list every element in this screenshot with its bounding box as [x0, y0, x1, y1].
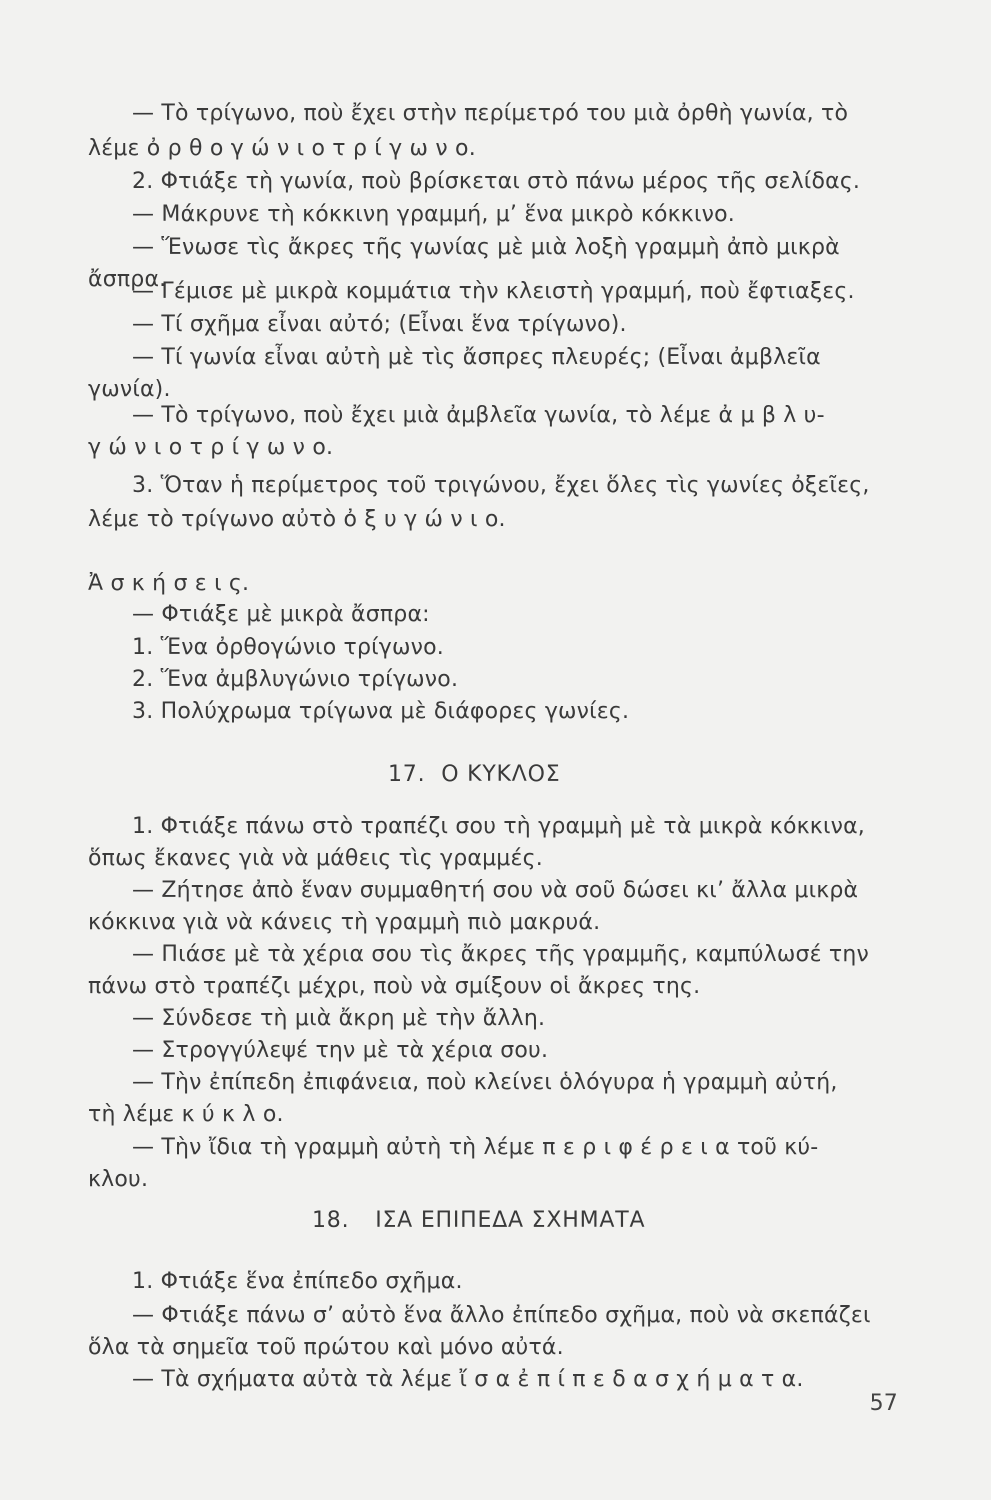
paragraph-line: — Ζήτησε ἀπὸ ἕναν συμμαθητή σου νὰ σοῦ δώσει κι’ ἄλλα μικρὰ [132, 878, 859, 903]
paragraph-line: — Στρογγύλεψέ την μὲ τὰ χέρια σου. [132, 1038, 549, 1063]
section-number: 18. [312, 1208, 350, 1233]
paragraph-line: — Τὸ τρίγωνο, ποὺ ἔχει στὴν περίμετρό του μιὰ ὀρθὴ γωνία, τὸ [132, 101, 849, 126]
paragraph-line: — Τὴν ἐπίπεδη ἐπιφάνεια, ποὺ κλείνει ὁλόγυρα ἡ γραμμὴ αὐτή, [132, 1070, 838, 1095]
exercises-title: Ἀ σ κ ή σ ε ι ς. [88, 571, 250, 596]
exercise-item: 2. Ἕνα ἀμβλυγώνιο τρίγωνο. [132, 667, 459, 692]
paragraph-line: — Σύνδεσε τὴ μιὰ ἄκρη μὲ τὴν ἄλλη. [132, 1006, 546, 1031]
exercise-item: 3. Πολύχρωμα τρίγωνα μὲ διάφορες γωνίες. [132, 699, 630, 724]
paragraph-line: — Τί γωνία εἶναι αὐτὴ μὲ τὶς ἄσπρες πλευρές; (Εἶναι ἀμβλεῖα [132, 345, 821, 370]
paragraph-line: 1. Φτιάξε ἕνα ἐπίπεδο σχῆμα. [132, 1269, 463, 1294]
paragraph-line: ἄσπρα. [88, 267, 167, 292]
paragraph-line: 1. Φτιάξε πάνω στὸ τραπέζι σου τὴ γραμμὴ μὲ τὰ μικρὰ κόκκινα, [132, 814, 865, 839]
section-17-heading [388, 759, 560, 790]
paragraph-line: — Τὴν ἴδια τὴ γραμμὴ αὐτὴ τὴ λέμε π ε ρ ι φ έ ρ ε ι α τοῦ κύ- [132, 1135, 819, 1160]
section-title: ΙΣΑ ΕΠΙΠΕΔΑ ΣΧΗΜΑΤΑ [375, 1208, 646, 1233]
exercise-intro: — Φτιάξε μὲ μικρὰ ἄσπρα: [132, 602, 430, 627]
paragraph-line: — Πιάσε μὲ τὰ χέρια σου τὶς ἄκρες τῆς γραμμῆς, καμπύλωσέ την [132, 942, 869, 967]
paragraph-line: κλου. [88, 1167, 149, 1192]
book-page [88, 96, 898, 1436]
paragraph-line: ὅπως ἔκανες γιὰ νὰ μάθεις τὶς γραμμές. [88, 846, 543, 871]
paragraph-line: — Γέμισε μὲ μικρὰ κομμάτια τὴν κλειστὴ γραμμή, ποὺ ἔφτιαξες. [132, 279, 855, 304]
paragraph-line: — Τὰ σχήματα αὐτὰ τὰ λέμε ἴ σ α ἐ π ί π ε δ α σ χ ή μ α τ α. [132, 1367, 804, 1392]
page-number: 57 [869, 1391, 898, 1416]
section-number: 17. [388, 762, 426, 787]
section-title: Ο ΚΥΚΛΟΣ [441, 762, 561, 787]
paragraph-line: — Φτιάξε πάνω σ’ αὐτὸ ἕνα ἄλλο ἐπίπεδο σχῆμα, ποὺ νὰ σκεπάζει [132, 1303, 871, 1328]
section-18-heading [312, 1205, 645, 1236]
paragraph-line: 3. Ὅταν ἡ περίμετρος τοῦ τριγώνου, ἔχει ὅλες τὶς γωνίες ὀξεῖες, [132, 473, 870, 498]
paragraph-line: 2. Φτιάξε τὴ γωνία, ποὺ βρίσκεται στὸ πάνω μέρος τῆς σελίδας. [132, 169, 861, 194]
paragraph-line: λέμε τὸ τρίγωνο αὐτὸ ὀ ξ υ γ ώ ν ι ο. [88, 507, 506, 532]
exercise-item: 1. Ἕνα ὀρθογώνιο τρίγωνο. [132, 635, 444, 660]
paragraph-line: — Μάκρυνε τὴ κόκκινη γραμμή, μ’ ἕνα μικρὸ κόκκινο. [132, 202, 735, 227]
paragraph-line: πάνω στὸ τραπέζι μέχρι, ποὺ νὰ σμίξουν οἱ ἄκρες της. [88, 974, 701, 999]
paragraph-line: κόκκινα γιὰ νὰ κάνεις τὴ γραμμὴ πιὸ μακρυά. [88, 910, 601, 935]
paragraph-line: — Τί σχῆμα εἶναι αὐτό; (Εἶναι ἕνα τρίγωνο). [132, 312, 627, 337]
paragraph-line: — Τὸ τρίγωνο, ποὺ ἔχει μιὰ ἀμβλεῖα γωνία, τὸ λέμε ἀ μ β λ υ- [132, 403, 825, 428]
paragraph-line: ὅλα τὰ σημεῖα τοῦ πρώτου καὶ μόνο αὐτά. [88, 1335, 564, 1360]
paragraph-line: λέμε ὀ ρ θ ο γ ώ ν ι ο τ ρ ί γ ω ν ο. [88, 136, 476, 161]
paragraph-line: γωνία). [88, 377, 171, 402]
paragraph-line: — Ἕνωσε τὶς ἄκρες τῆς γωνίας μὲ μιὰ λοξὴ γραμμὴ ἀπὸ μικρὰ [132, 235, 840, 260]
paragraph-line: τὴ λέμε κ ύ κ λ ο. [88, 1102, 284, 1127]
paragraph-line: γ ώ ν ι ο τ ρ ί γ ω ν ο. [88, 435, 334, 460]
